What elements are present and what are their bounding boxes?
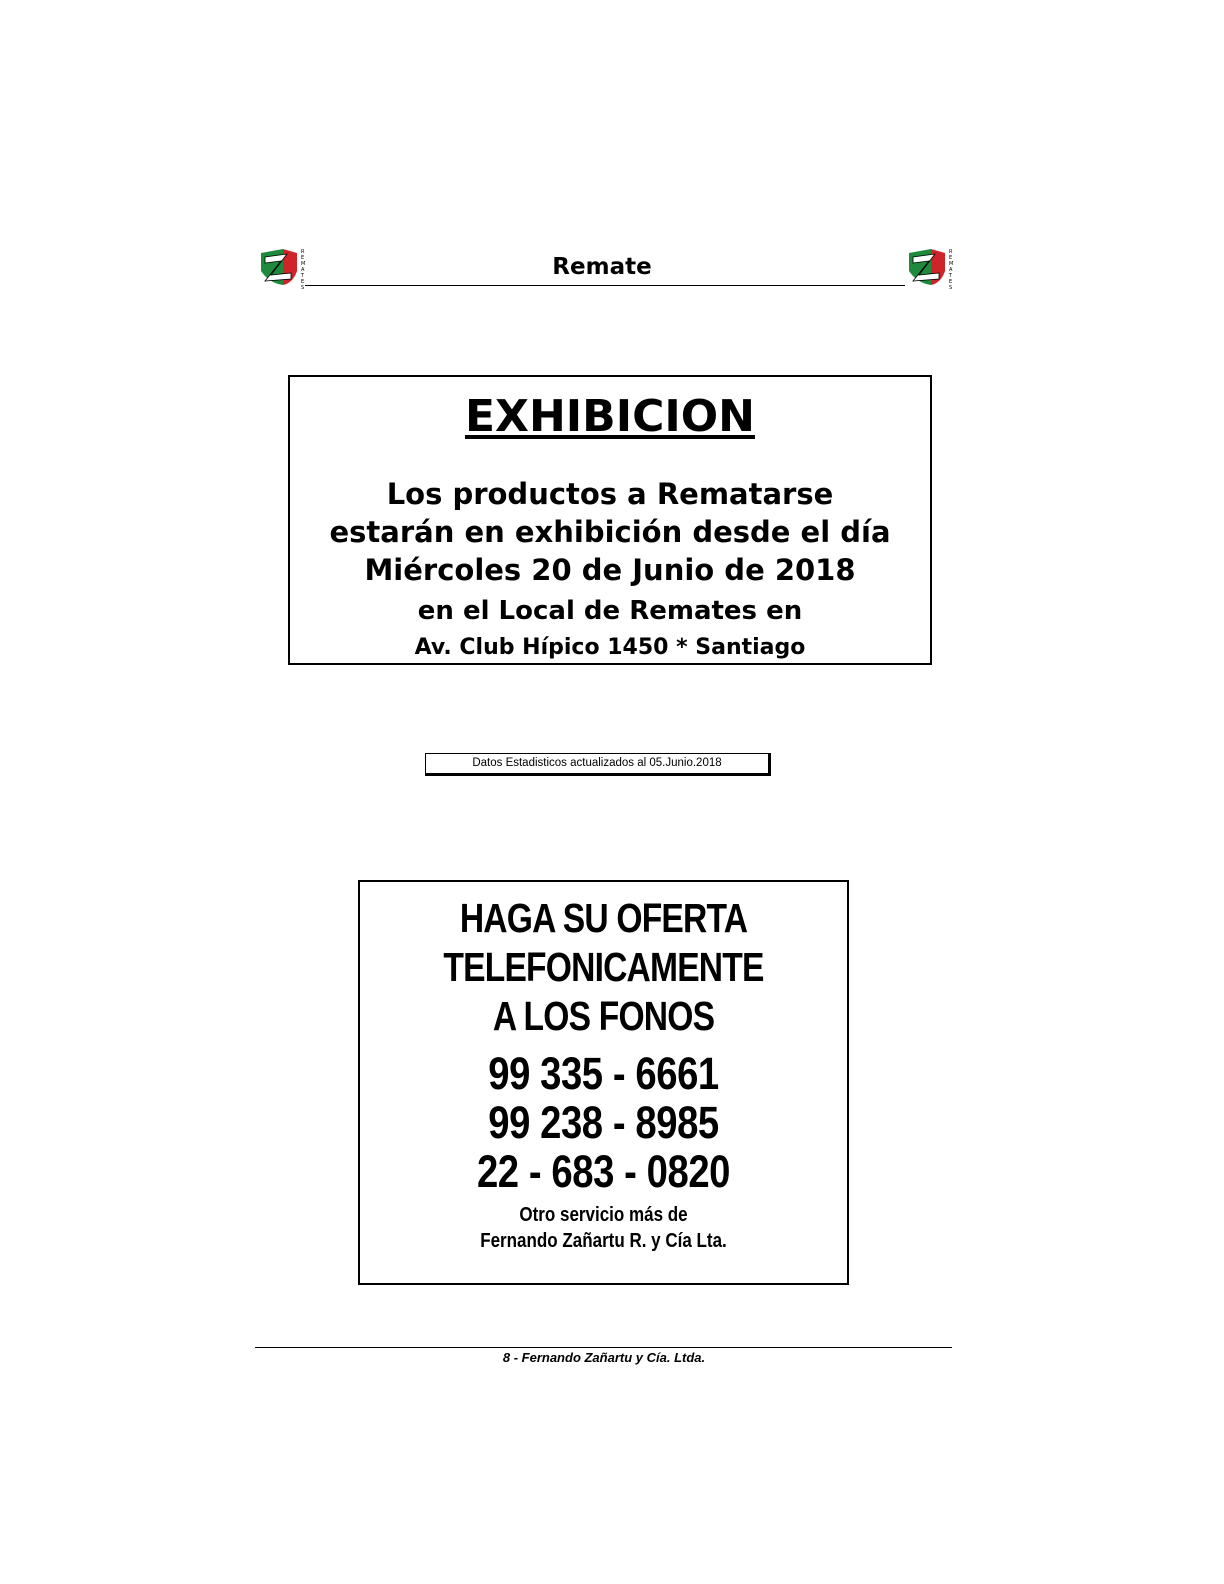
page-title: Remate xyxy=(552,254,652,280)
offer-line: HAGA SU OFERTA xyxy=(459,895,748,941)
offer-line: A LOS FONOS xyxy=(492,993,715,1039)
exhibition-line: Los productos a Rematarse xyxy=(386,477,834,511)
svg-text:S: S xyxy=(949,285,953,291)
svg-text:R: R xyxy=(949,249,953,255)
service-line: Otro servicio más de xyxy=(519,1204,688,1226)
exhibition-date: Miércoles 20 de Junio de 2018 xyxy=(364,553,856,587)
phone-number: 99 335 - 6661 xyxy=(488,1048,719,1099)
stats-note: Datos Estadisticos actualizados al 05.Junio.2018 xyxy=(425,753,771,776)
remates-logo-right xyxy=(905,245,953,291)
svg-text:T: T xyxy=(301,273,305,279)
svg-text:A: A xyxy=(301,267,305,273)
exhibition-line: estarán en exhibición desde el día xyxy=(329,515,891,549)
svg-text:M: M xyxy=(949,261,953,267)
svg-text:R: R xyxy=(301,249,305,255)
svg-text:M: M xyxy=(301,261,305,267)
phone-number: 99 238 - 8985 xyxy=(488,1097,719,1148)
footer-divider xyxy=(255,1347,952,1348)
svg-text:A: A xyxy=(949,267,953,273)
exhibition-address: Av. Club Hípico 1450 * Santiago xyxy=(414,635,806,660)
exhibition-title: EXHIBICION xyxy=(465,391,755,442)
svg-text:S: S xyxy=(301,285,305,291)
phone-number: 22 - 683 - 0820 xyxy=(476,1146,731,1197)
svg-text:E: E xyxy=(949,255,953,261)
page-footer: 8 - Fernando Zañartu y Cía. Ltda. xyxy=(502,1350,706,1365)
svg-text:E: E xyxy=(949,279,953,285)
exhibition-box xyxy=(288,375,932,665)
svg-text:T: T xyxy=(949,273,953,279)
service-company: Fernando Zañartu R. y Cía Lta. xyxy=(480,1230,727,1252)
phone-offer-box xyxy=(358,880,849,1285)
offer-line: TELEFONICAMENTE xyxy=(443,944,764,990)
svg-text:E: E xyxy=(301,279,305,285)
exhibition-line: en el Local de Remates en xyxy=(417,596,803,626)
header-divider xyxy=(305,285,905,286)
svg-text:E: E xyxy=(301,255,305,261)
